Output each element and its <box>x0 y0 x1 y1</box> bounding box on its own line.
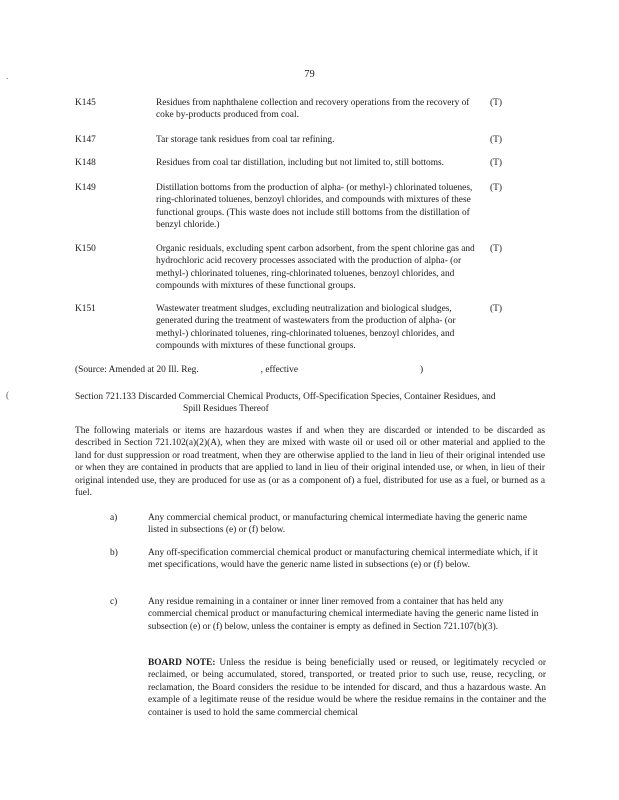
margin-mark-dot: . <box>6 71 9 81</box>
page-number: 79 <box>304 69 315 80</box>
waste-description: Tar storage tank residues from coal tar refining. <box>156 135 335 145</box>
list-item-text: Any off-specification commercial chemical product or manufacturing chemical intermediate which, if it met specifications, would have the generic name listed in subsections (e) or (f) below. <box>148 548 538 571</box>
waste-description: Residues from coal tar distillation, including but not limited to, still bottoms. <box>156 158 444 168</box>
source-note-prefix: (Source: Amended at 20 Ill. Reg. <box>75 365 199 375</box>
waste-code: K145 <box>75 98 96 108</box>
waste-code: K147 <box>75 135 96 145</box>
list-item-text: Any residue remaining in a container or inner liner removed from a container that has held any commercial chemical product or manufacturing chemical intermediate having the generic name listed in subsection (e) or (f) below, unless the container is empty as defined in Section 721.107(b)(3). <box>148 597 539 632</box>
waste-code: K150 <box>75 244 96 254</box>
waste-code: K151 <box>75 304 96 314</box>
source-note-suffix: ) <box>419 365 424 375</box>
intro-paragraph: The following materials or items are hazardous wastes if and when they are discarded or intended to be discarded as described in Section 721.102(a)(2)(A), when they are mixed with waste oil or used oil or other material and applied to the land for dust suppression or road treatment, when they are otherwise applied to the land in lieu of their original intended use or when they are contained in products that are applied to land in lieu of their original intended use, or when, in lieu of their original intended use, they are produced for use as (or as a component of) a fuel, distributed for use as a fuel, or burned as a fuel. <box>75 426 545 499</box>
board-note <box>148 657 546 719</box>
board-note-label: BOARD NOTE: <box>148 658 216 668</box>
waste-code: K148 <box>75 158 96 168</box>
source-note-effective: , effective <box>260 365 298 375</box>
section-heading-line2: Spill Residues Thereof <box>183 404 269 415</box>
waste-code: K149 <box>75 183 96 193</box>
margin-mark-paren: ( <box>6 390 9 400</box>
board-note-text: Unless the residue is being beneficially used or reused, or legitimately recycled or reclaimed, or being accumulated, stored, transported, or treated prior to such use, reuse, recycling, or reclamation, the Board considers the residue to be intended for discard, and thus a hazardous waste. An example of a legitimate reuse of the residue would be where the residue remains in the container and the container is used to hold the same commercial chemical <box>148 658 546 718</box>
hazard-code: (T) <box>490 304 502 314</box>
waste-description: Distillation bottoms from the production of alpha- (or methyl-) chlorinated toluenes, ring-chlorinated toluenes, benzoyl chlorides, and compounds with mixtures of these functional groups. (This waste does not include still bottoms from the distillation of benzyl chloride.) <box>156 183 473 231</box>
hazard-code: (T) <box>490 244 502 254</box>
hazard-code: (T) <box>490 135 502 145</box>
list-item-label: c) <box>110 597 118 607</box>
section-heading <box>75 391 525 416</box>
hazard-code: (T) <box>490 158 502 168</box>
list-item-text: Any commercial chemical product, or manufacturing chemical intermediate having the generic name listed in subsections (e) or (f) below. <box>148 513 528 536</box>
list-item-label: a) <box>110 513 118 523</box>
list-item-label: b) <box>110 548 118 558</box>
hazard-code: (T) <box>490 98 502 108</box>
hazard-code: (T) <box>490 183 502 193</box>
source-note <box>75 364 475 376</box>
waste-description: Wastewater treatment sludges, excluding neutralization and biological sludges, generated during the treatment of wastewaters from the production of alpha- (or methyl-) chlorinated toluenes, ring-chlorinated toluenes, benzoyl chlorides, and compounds with mixtures of these functional groups. <box>156 304 456 352</box>
section-heading-line1: Section 721.133 Discarded Commercial Chemical Products, Off-Specification Species, Container Residues, and <box>75 392 496 402</box>
waste-description: Organic residuals, excluding spent carbon adsorbent, from the spent chlorine gas and hydrochloric acid recovery processes associated with the production of alpha- (or methyl-) chlorinated toluenes, ring-chlorinated toluenes, benzoyl chlorides, and compounds with mixtures of these functional groups. <box>156 244 475 292</box>
waste-description: Residues from naphthalene collection and recovery operations from the recovery of coke by-products produced from coal. <box>156 98 470 121</box>
